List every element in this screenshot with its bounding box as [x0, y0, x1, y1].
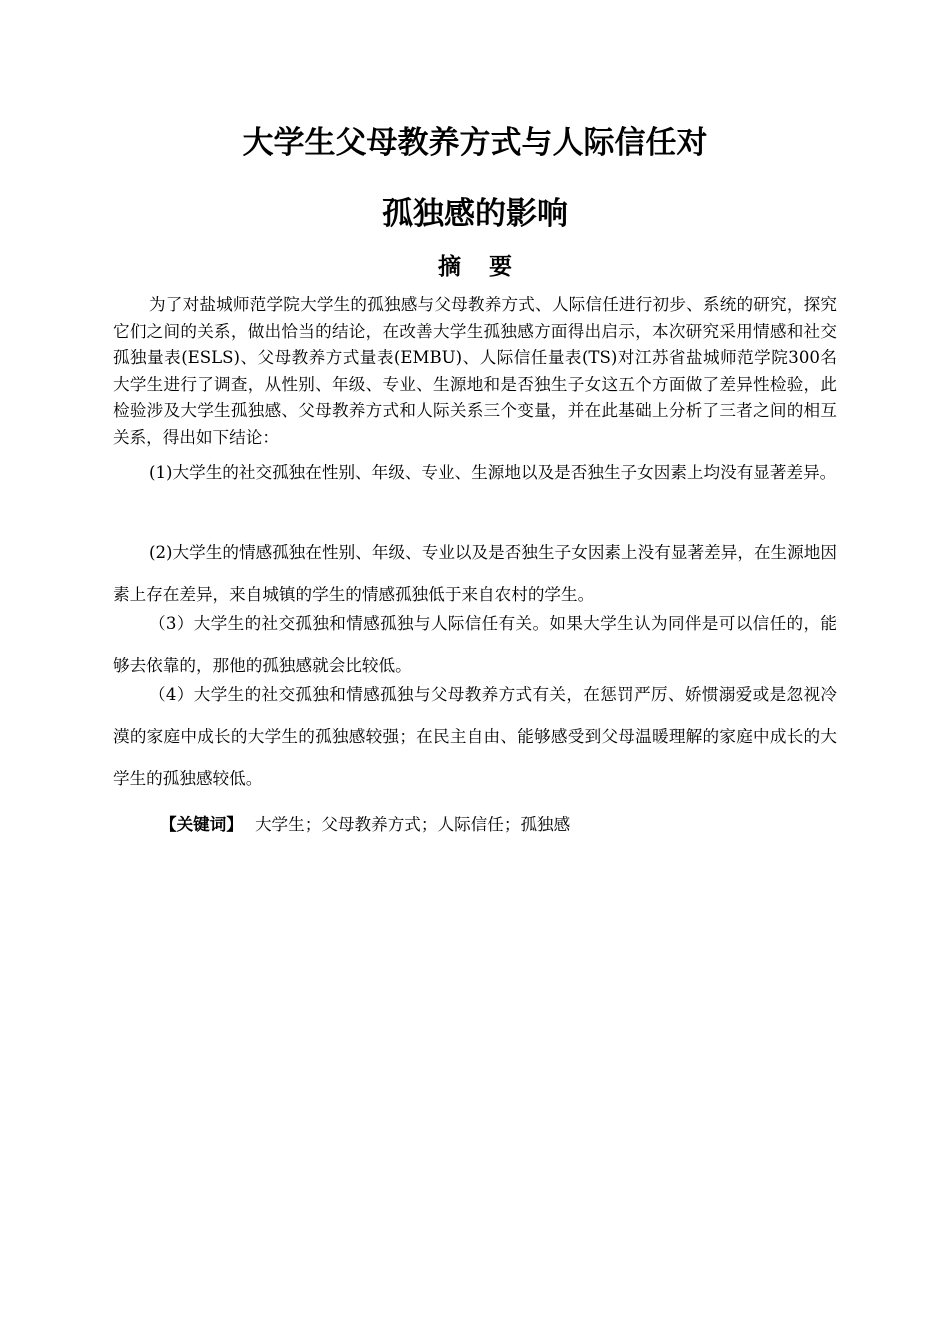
abstract-heading: 摘 要 [437, 254, 522, 280]
keywords-values: 大学生；父母教养方式；人际信任；孤独感 [254, 815, 571, 834]
intro-paragraph: 为了对盐城师范学院大学生的孤独感与父母教养方式、人际信任进行初步、系统的研究，探究它们之间的关系，做出恰当的结论，在改善大学生孤独感方面得出启示，本次研究采用情感和社交孤独量表(ESLS)、父母教养方式量表(EMBU)、人际信任量表(TS)对江苏省盐城师范学院300名大学生进行了调查，从性别、年级、专业、生源地和是否独生子女这五个方面做了差异性检验，此检验涉及大学生孤独感、父母教养方式和人际关系三个变量，并在此基础上分析了三者之间的相互关系，得出如下结论： [113, 295, 837, 447]
conclusion-4: （4）大学生的社交孤独和情感孤独与父母教养方式有关，在惩罚严厉、娇惯溺爱或是忽视冷漠的家庭中成长的大学生的孤独感较强；在民主自由、能够感受到父母温暖理解的家庭中成长的大学生的孤独感较低。 [113, 685, 837, 788]
keywords-line [160, 808, 840, 842]
title-line-2: 孤独感的影响 [382, 196, 568, 232]
keywords-label: 【关键词】 [160, 815, 243, 834]
conclusion-3: （3）大学生的社交孤独和情感孤独与人际信任有关。如果大学生认为同伴是可以信任的，能够去依靠的，那他的孤独感就会比较低。 [113, 614, 837, 675]
conclusion-1: (1)大学生的社交孤独在性别、年级、专业、生源地以及是否独生子女因素上均没有显著差异。 [149, 463, 837, 482]
title-line-1: 大学生父母教养方式与人际信任对 [242, 125, 708, 161]
conclusion-2: (2)大学生的情感孤独在性别、年级、专业以及是否独生子女因素上没有显著差异，在生源地因素上存在差异，来自城镇的学生的情感孤独低于来自农村的学生。 [113, 543, 837, 604]
